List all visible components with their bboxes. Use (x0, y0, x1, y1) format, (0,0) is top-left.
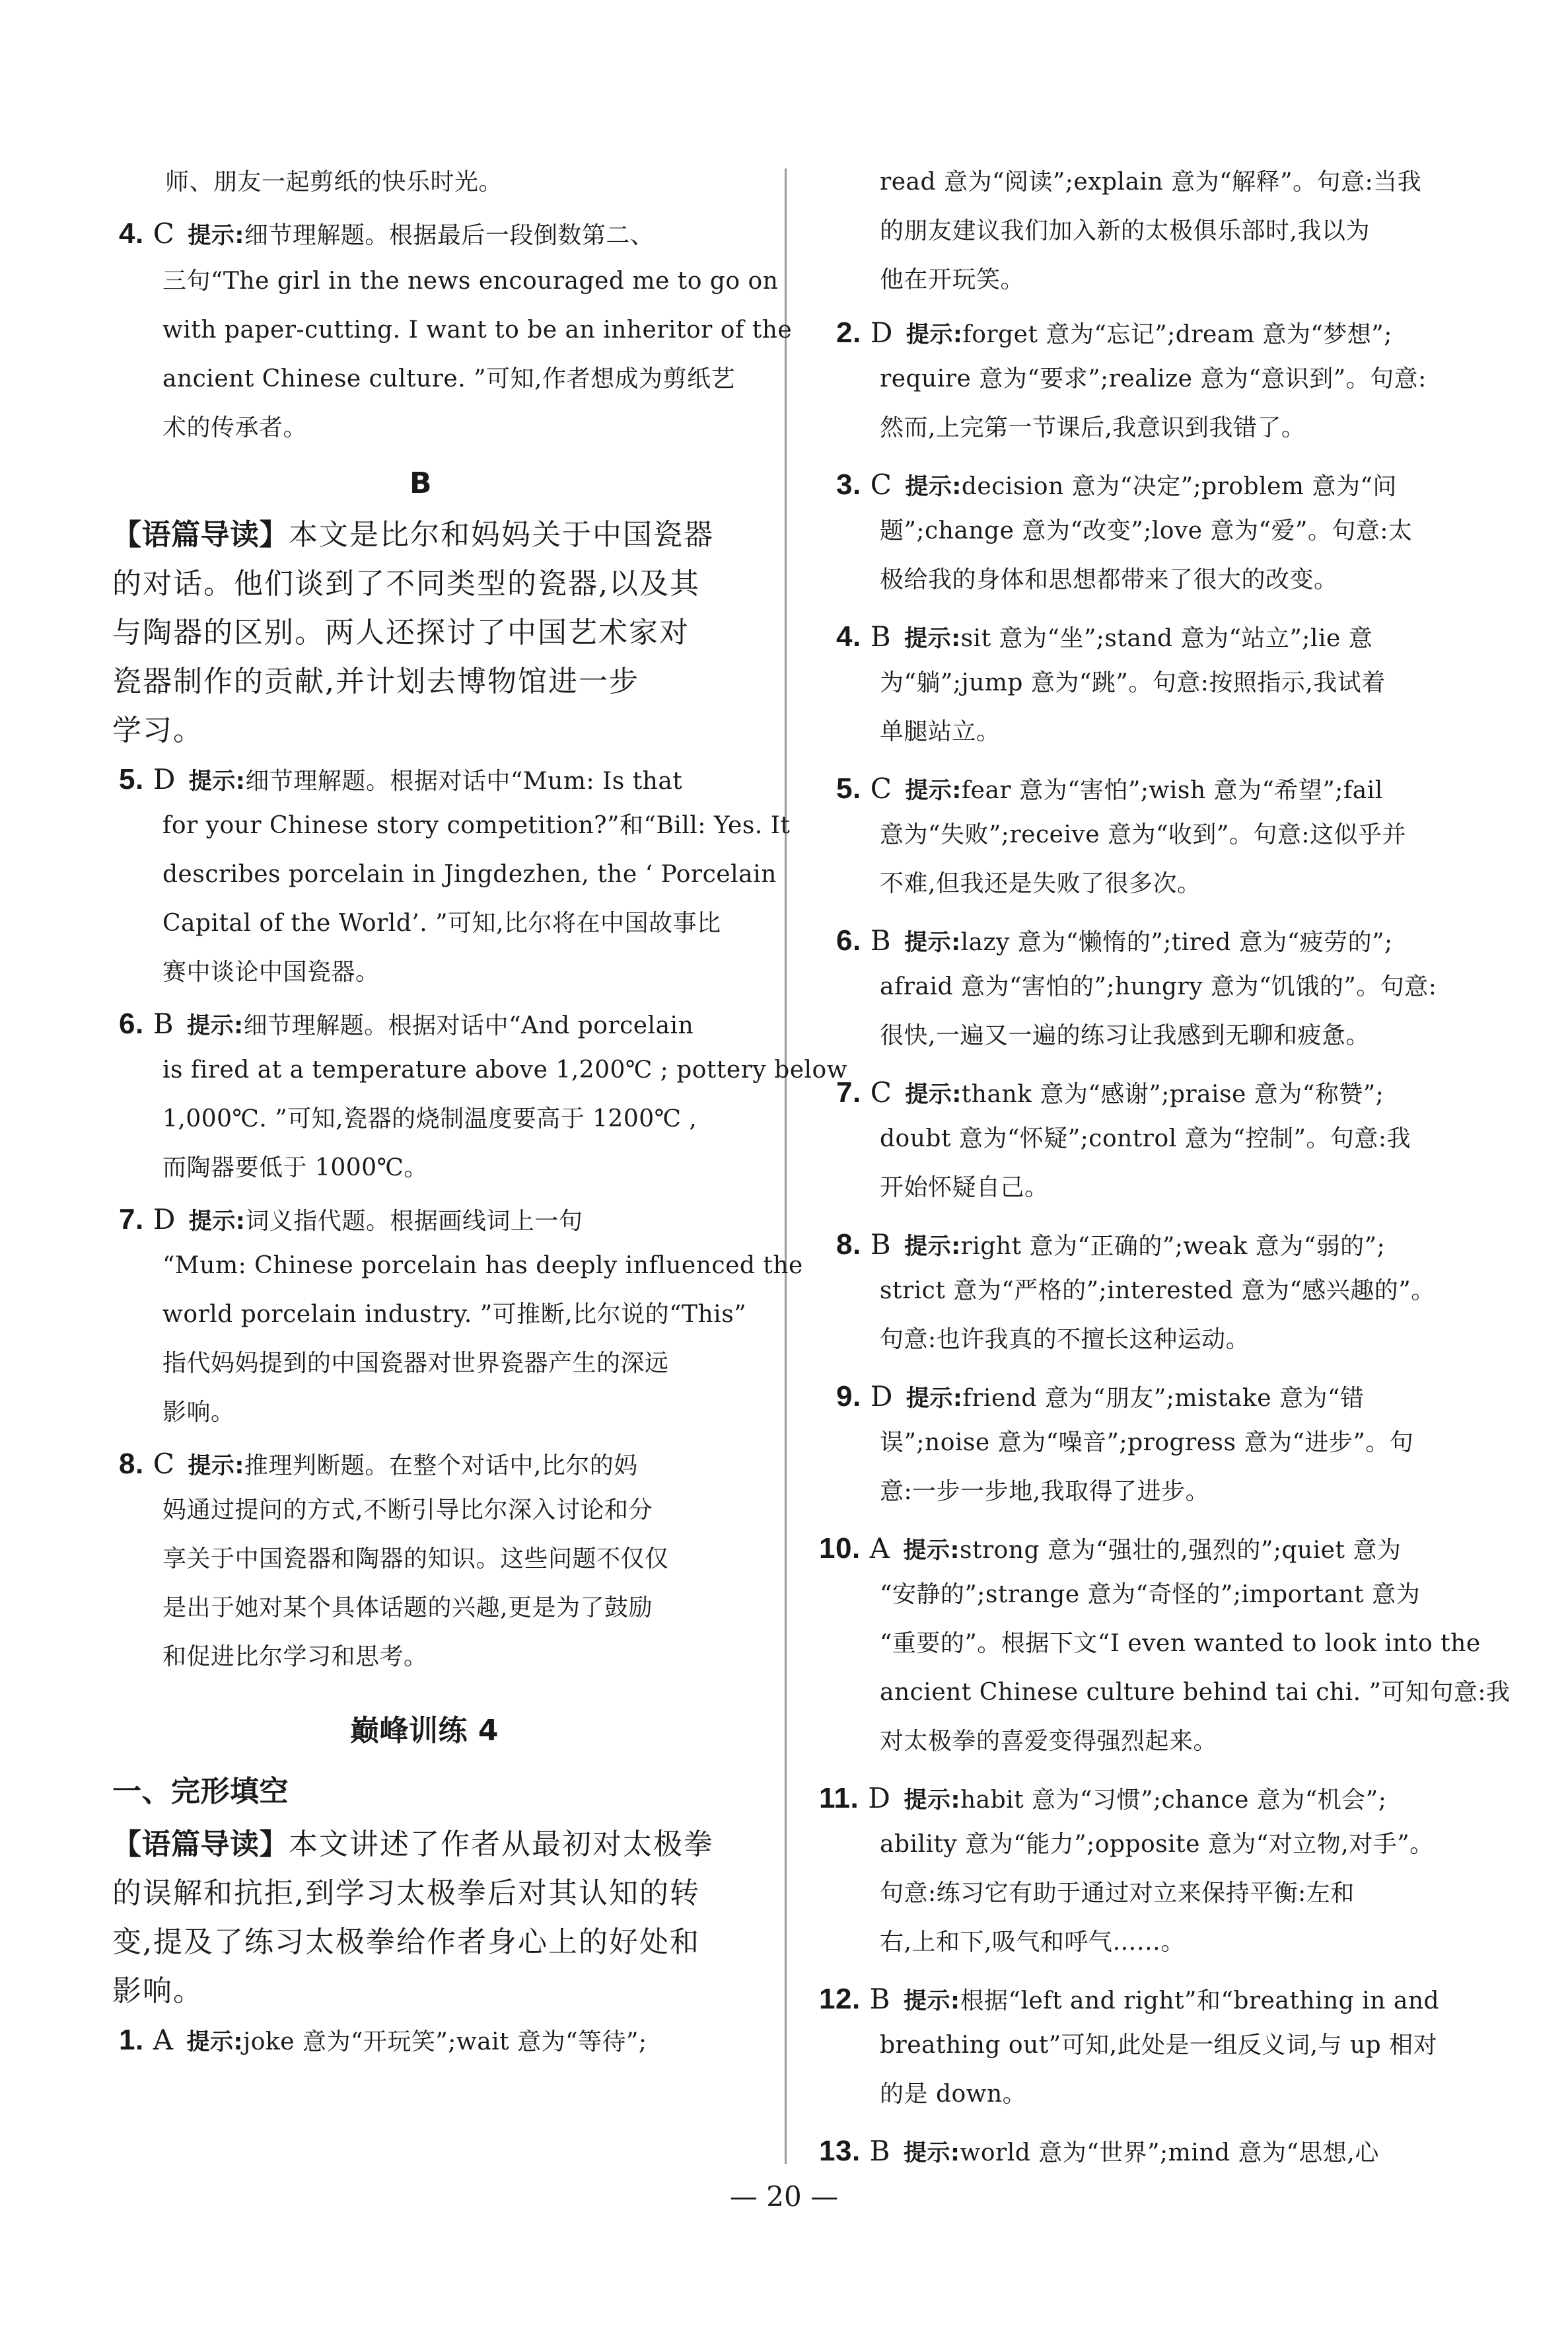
question-5-line: 不难,但我还是失败了很多次。 (880, 870, 1201, 897)
guide-text: 本文是比尔和妈妈关于中国瓷器 (289, 518, 714, 552)
question-7-line: “Mum: Chinese porcelain has deeply influenced the (162, 1252, 803, 1279)
hint-label: 提示: (906, 1385, 963, 1412)
hint-text: 词义指代题。根据画线词上一句 (245, 1208, 583, 1235)
hint-label: 提示: (905, 778, 962, 804)
question-number: 13. (819, 2135, 861, 2167)
hint-label: 提示: (905, 1082, 962, 1108)
question-number: 5. (836, 772, 861, 805)
answer-letter: B (869, 2135, 891, 2167)
hint-label: 提示: (904, 1787, 960, 1814)
question-8-line: 句意:也许我真的不擅长这种运动。 (880, 1326, 1250, 1353)
guide-text: 本文讲述了作者从最初对太极拳 (289, 1827, 714, 1861)
answer-letter: C (153, 1448, 175, 1480)
answer-letter: B (870, 620, 892, 653)
guide-label: 【语篇导读】 (112, 518, 289, 552)
question-2-line: 然而,上完第一节课后,我意识到我错了。 (880, 414, 1306, 441)
hint-text: sit 意为“坐”;stand 意为“站立”;lie 意 (960, 625, 1373, 652)
hint-text: decision 意为“决定”;problem 意为“问 (961, 473, 1397, 500)
hint-label: 提示: (906, 322, 963, 348)
question-number: 6. (119, 1008, 144, 1040)
hint-text: 细节理解题。根据最后一段倒数第二、 (244, 222, 655, 249)
question-7-line: 指代妈妈提到的中国瓷器对世界瓷器产生的深远 (162, 1350, 669, 1377)
hint-label: 提示: (905, 474, 962, 500)
question-12-line: 的是 down。 (880, 2081, 1027, 2108)
hint-text: world 意为“世界”;mind 意为“思想,心 (960, 2139, 1379, 2166)
hint-text: 细节理解题。根据对话中“Mum: Is that (245, 768, 683, 795)
training-title: 巅峰训练 4 (350, 1714, 499, 1748)
question-12-header (819, 1985, 1439, 2014)
question-number: 4. (119, 217, 144, 250)
question-5-line: for your Chinese story competition?”和“Bill: Yes. It (162, 812, 791, 839)
question-8-line: 和促进比尔学习和思考。 (162, 1643, 428, 1670)
question-number: 12. (819, 1983, 861, 2015)
answer-letter: C (153, 217, 175, 250)
question-13-header (819, 2137, 1379, 2166)
hint-text: 推理判断题。在整个对话中,比尔的妈 (244, 1452, 638, 1479)
question-number: 7. (119, 1203, 144, 1236)
question-number: 11. (819, 1782, 859, 1814)
question-8-line: 是出于她对某个具体话题的兴趣,更是为了鼓励 (162, 1594, 653, 1621)
hint-text: 细节理解题。根据对话中“And porcelain (243, 1012, 694, 1039)
question-5-line: 赛中谈论中国瓷器。 (162, 959, 380, 986)
hint-text: lazy 意为“懒惰的”;tired 意为“疲劳的”; (960, 929, 1393, 956)
guide-one-line (112, 1827, 714, 1861)
question-1-header (119, 2026, 647, 2055)
hint-text: 根据“left and right”和“breathing in and (960, 1987, 1440, 2014)
question-7-line: doubt 意为“怀疑”;control 意为“控制”。句意:我 (880, 1125, 1411, 1152)
hint-label: 提示: (904, 930, 961, 956)
question-4-header (836, 622, 1372, 651)
guide-b-line: 与陶器的区别。两人还探讨了中国艺术家对 (112, 616, 690, 649)
hint-text: habit 意为“习惯”;chance 意为“机会”; (960, 1787, 1387, 1814)
question-3-line: 题”;change 意为“改变”;love 意为“爱”。句意:太 (880, 517, 1413, 544)
answer-letter: C (870, 468, 892, 501)
question-6-line: afraid 意为“害怕的”;hungry 意为“饥饿的”。句意: (880, 973, 1437, 1000)
hint-label: 提示: (188, 768, 246, 795)
answer-letter: A (869, 1532, 890, 1565)
hint-text: strong 意为“强壮的,强烈的”;quiet 意为 (960, 1537, 1402, 1564)
question-5-line: 意为“失败”;receive 意为“收到”。句意:这似乎并 (880, 821, 1406, 848)
question-4-line: 单腿站立。 (880, 718, 1001, 745)
question-5-header (119, 765, 682, 794)
question-6-line: 很快,一遍又一遍的练习让我感到无聊和疲惫。 (880, 1022, 1370, 1049)
question-6-line: is fired at a temperature above 1,200℃ ; pottery below (162, 1056, 848, 1084)
hint-text: joke 意为“开玩笑”;wait 意为“等待”; (243, 2028, 647, 2055)
question-8-line: 妈通过提问的方式,不断引导比尔深入讨论和分 (162, 1496, 653, 1524)
answer-letter: D (153, 1203, 176, 1236)
question-10-header (819, 1534, 1401, 1563)
hint-text: right 意为“正确的”;weak 意为“弱的”; (960, 1233, 1386, 1260)
question-12-line: breathing out”可知,此处是一组反义词,与 up 相对 (880, 2032, 1438, 2059)
question-number: 2. (836, 316, 861, 349)
question-4-line: ancient Chinese culture. ”可知,作者想成为剪纸艺 (162, 365, 735, 392)
hint-label: 提示: (904, 2140, 960, 2166)
question-1-line: 的朋友建议我们加入新的太极俱乐部时,我以为 (880, 217, 1370, 244)
guide-one-line: 影响。 (112, 1974, 203, 2008)
question-number: 6. (836, 924, 861, 957)
question-8-header (119, 1450, 638, 1479)
question-5-header (836, 774, 1383, 803)
hint-label: 提示: (904, 1234, 961, 1260)
question-6-line: 1,000℃. ”可知,瓷器的烧制温度要高于 1200℃ , (162, 1105, 697, 1132)
question-2-line: require 意为“要求”;realize 意为“意识到”。句意: (880, 365, 1427, 392)
guide-b-line: 学习。 (112, 714, 203, 747)
question-2-header (836, 318, 1392, 348)
question-7-line: world porcelain industry. ”可推断,比尔说的“This” (162, 1301, 747, 1328)
answer-letter: C (870, 1076, 892, 1109)
question-7-header (119, 1205, 583, 1234)
hint-text: forget 意为“忘记”;dream 意为“梦想”; (962, 321, 1392, 348)
hint-label: 提示: (903, 1537, 960, 1564)
question-1-line: read 意为“阅读”;explain 意为“解释”。句意:当我 (880, 168, 1422, 196)
answer-letter: B (869, 1983, 891, 2015)
question-1-line: 他在开玩笑。 (880, 266, 1025, 293)
guide-b-line (112, 518, 714, 552)
hint-label: 提示: (188, 1453, 244, 1479)
question-11-line: 右,上和下,吸气和呼气……。 (880, 1929, 1185, 1956)
question-4-line: 为“躺”;jump 意为“跳”。句意:按照指示,我试着 (880, 669, 1386, 696)
question-4-line: 三句“The girl in the news encouraged me to go on (162, 268, 779, 295)
answer-letter: D (153, 763, 176, 795)
question-8-header (836, 1230, 1385, 1259)
question-5-line: describes porcelain in Jingdezhen, the ‘ Porcelain (162, 861, 777, 888)
question-number: 3. (836, 468, 861, 501)
answer-letter: D (870, 316, 893, 349)
question-9-header (836, 1382, 1364, 1411)
page-number: — 20 — (729, 2180, 839, 2213)
question-number: 8. (836, 1228, 861, 1261)
question-5-line: Capital of the World’. ”可知,比尔将在中国故事比 (162, 910, 721, 937)
question-7-header (836, 1078, 1384, 1107)
hint-text: thank 意为“感谢”;praise 意为“称赞”; (961, 1081, 1384, 1108)
question-11-line: 句意:练习它有助于通过对立来保持平衡:左和 (880, 1880, 1355, 1907)
question-number: 1. (119, 2024, 144, 2056)
answer-letter: C (870, 772, 892, 805)
answer-letter: B (153, 1008, 174, 1040)
hint-text: friend 意为“朋友”;mistake 意为“错 (962, 1385, 1365, 1412)
answer-letter: A (153, 2024, 174, 2056)
hint-label: 提示: (188, 223, 244, 249)
question-10-line: 对太极拳的喜爱变得强烈起来。 (880, 1728, 1218, 1755)
section-b-heading: B (410, 466, 433, 500)
question-7-line: 影响。 (162, 1399, 235, 1426)
answer-letter: B (870, 924, 892, 957)
hint-label: 提示: (186, 2029, 244, 2055)
answer-letter: D (868, 1782, 891, 1814)
answer-letter: D (870, 1380, 893, 1413)
hint-text: fear 意为“害怕”;wish 意为“希望”;fail (961, 777, 1383, 804)
question-7-line: 开始怀疑自己。 (880, 1174, 1049, 1201)
question-6-line: 而陶器要低于 1000℃。 (162, 1154, 428, 1181)
question-number: 5. (119, 763, 144, 795)
hint-label: 提示: (187, 1013, 244, 1039)
guide-one-line: 的误解和抗拒,到学习太极拳后对其认知的转 (112, 1876, 700, 1910)
question-9-line: 误”;noise 意为“噪音”;progress 意为“进步”。句 (880, 1429, 1414, 1456)
guide-one-line: 变,提及了练习太极拳给作者身心上的好处和 (112, 1925, 700, 1959)
intro-continuation: 师、朋友一起剪纸的快乐时光。 (165, 168, 503, 196)
question-9-line: 意:一步一步地,我取得了进步。 (880, 1478, 1210, 1505)
question-10-line: “安静的”;strange 意为“奇怪的”;important 意为 (880, 1581, 1421, 1608)
question-8-line: 享关于中国瓷器和陶器的知识。这些问题不仅仅 (162, 1545, 669, 1572)
question-4-line: with paper-cutting. I want to be an inheritor of the (162, 316, 793, 344)
question-number: 10. (819, 1532, 861, 1565)
question-4-header (119, 219, 654, 248)
guide-label: 【语篇导读】 (112, 1827, 289, 1861)
question-3-line: 极给我的身体和思想都带来了很大的改变。 (880, 566, 1338, 593)
hint-label: 提示: (904, 1988, 960, 2014)
hint-label: 提示: (904, 626, 961, 652)
question-3-header (836, 470, 1397, 499)
section-heading: 一、完形填空 (112, 1775, 289, 1808)
question-10-line: ancient Chinese culture behind tai chi. ”可知句意:我 (880, 1679, 1511, 1706)
answer-letter: B (870, 1228, 892, 1261)
question-number: 4. (836, 620, 861, 653)
question-4-line: 术的传承者。 (162, 414, 308, 441)
question-11-line: ability 意为“能力”;opposite 意为“对立物,对手”。 (880, 1831, 1434, 1858)
question-number: 9. (836, 1380, 861, 1413)
question-10-line: “重要的”。根据下文“I even wanted to look into the (880, 1630, 1481, 1657)
question-6-header (119, 1010, 694, 1039)
question-8-line: strict 意为“严格的”;interested 意为“感兴趣的”。 (880, 1277, 1435, 1304)
question-number: 7. (836, 1076, 861, 1109)
guide-b-line: 瓷器制作的贡献,并计划去博物馆进一步 (112, 665, 639, 698)
question-11-header (819, 1784, 1386, 1813)
hint-label: 提示: (188, 1208, 246, 1235)
question-number: 8. (119, 1448, 144, 1480)
question-6-header (836, 926, 1393, 955)
guide-b-line: 的对话。他们谈到了不同类型的瓷器,以及其 (112, 567, 700, 601)
column-divider (785, 168, 787, 2164)
